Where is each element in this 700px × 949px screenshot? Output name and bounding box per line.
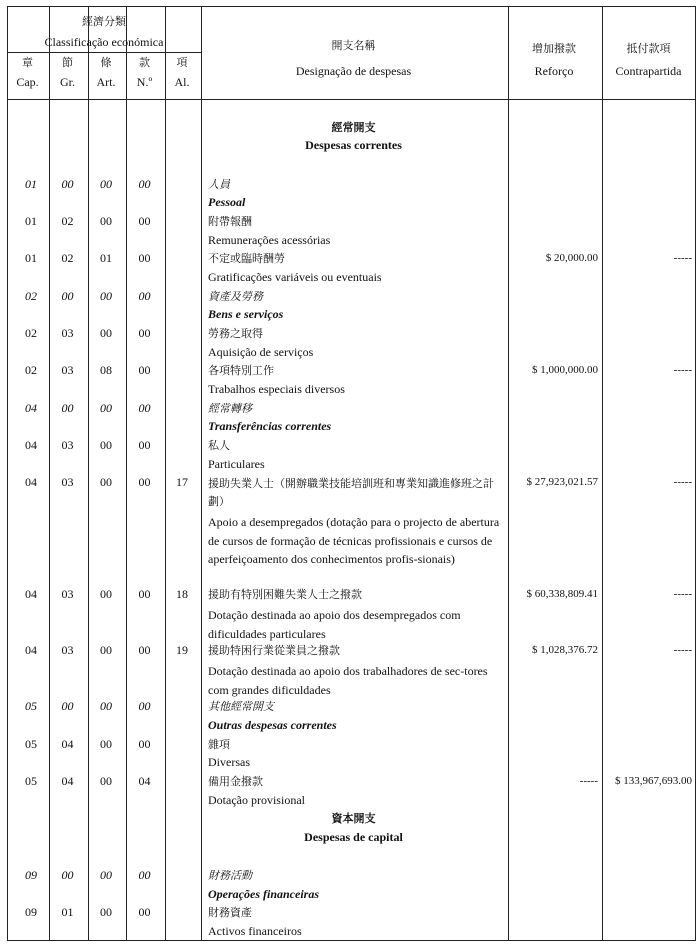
row-zh: 資產及勞務: [208, 290, 263, 303]
header-rule: [8, 99, 695, 100]
code-no: 00: [138, 326, 151, 340]
code-no: 00: [138, 251, 151, 265]
reforco-amount: -----: [579, 775, 598, 787]
code-no: 00: [138, 289, 151, 303]
code-gr: 01: [61, 905, 74, 919]
row-pt: Remunerações acessórias: [208, 233, 331, 247]
contrapartida-amount: -----: [673, 364, 692, 376]
code-art: 00: [100, 401, 112, 415]
row-zh: 援助失業人士（開辦職業技能培訓班和專業知識進修班之計劃）: [208, 477, 494, 508]
row-pt: Dotação destinada ao apoio dos trabalhadores de sec-tores com grandes dificuldades: [208, 664, 488, 697]
section-capital-pt: Despesas de capital: [304, 830, 403, 844]
code-art: 00: [100, 438, 112, 452]
reforco-amount: $ 60,338,809.41: [526, 588, 598, 600]
code-cap: 05: [25, 774, 37, 788]
code-art: 00: [100, 326, 112, 340]
reforco-amount: $ 1,028,376.72: [532, 644, 598, 656]
code-art: 00: [100, 475, 112, 489]
code-cap: 04: [25, 475, 37, 489]
contrapartida-pt: Contrapartida: [615, 64, 682, 78]
classification-pt: Classificação económica: [44, 35, 164, 49]
col-al-pt: Al.: [174, 75, 190, 89]
contrapartida-amount: -----: [673, 644, 692, 656]
contrapartida-zh: 抵付款項: [626, 42, 671, 55]
code-gr: 03: [61, 326, 74, 340]
contrapartida-amount: -----: [673, 252, 692, 264]
code-gr: 00: [61, 177, 74, 191]
col-rule: [508, 7, 509, 940]
code-gr: 00: [61, 289, 74, 303]
row-pt: Particulares: [208, 457, 265, 471]
code-gr: 00: [61, 401, 74, 415]
code-no: 00: [138, 643, 151, 657]
code-cap: 01: [25, 214, 37, 228]
code-no: 00: [138, 475, 151, 489]
reforco-pt: Reforço: [534, 64, 574, 78]
code-gr: 03: [61, 363, 74, 377]
code-art: 00: [100, 289, 112, 303]
code-cap: 01: [25, 251, 37, 265]
code-gr: 04: [61, 737, 74, 751]
code-no: 00: [138, 737, 151, 751]
code-art: 00: [100, 643, 112, 657]
code-art: 08: [100, 363, 112, 377]
row-zh: 人員: [208, 178, 230, 191]
col-cap-pt: Cap.: [16, 75, 39, 89]
row-zh: 援助特困行業從業員之撥款: [208, 644, 340, 657]
code-cap: 02: [25, 289, 37, 303]
row-zh: 經常轉移: [208, 402, 252, 415]
reforco-amount: $ 1,000,000.00: [532, 364, 598, 376]
row-pt: Gratificações variáveis ou eventuais: [208, 270, 382, 284]
col-rule: [126, 7, 127, 940]
code-cap: 04: [25, 643, 37, 657]
code-cap: 02: [25, 363, 37, 377]
code-art: 00: [100, 868, 112, 882]
code-cap: 09: [25, 868, 37, 882]
row-zh: 雜項: [208, 738, 230, 751]
code-art: 00: [100, 177, 112, 191]
code-art: 00: [100, 905, 112, 919]
code-cap: 05: [25, 699, 37, 713]
row-zh: 其他經常開支: [208, 700, 274, 713]
code-no: 00: [138, 214, 151, 228]
col-cap-zh: 章: [22, 56, 33, 69]
code-no: 00: [138, 401, 151, 415]
col-gr-zh: 節: [62, 56, 73, 69]
row-zh: 各項特別工作: [208, 364, 274, 377]
designation-pt: Designação de despesas: [295, 64, 412, 78]
row-pt: Transferências correntes: [208, 419, 332, 433]
row-zh: 私人: [208, 439, 230, 452]
code-no: 00: [138, 363, 151, 377]
reforco-amount: $ 20,000.00: [545, 252, 598, 264]
code-art: 00: [100, 774, 112, 788]
row-pt: Bens e serviços: [208, 307, 284, 321]
code-gr: 00: [61, 699, 74, 713]
row-zh: 備用金撥款: [208, 775, 263, 788]
section-current-pt: Despesas correntes: [305, 138, 402, 152]
col-al-zh: 項: [176, 56, 188, 69]
code-art: 00: [100, 587, 112, 601]
col-art-zh: 條: [100, 56, 112, 69]
code-no: 00: [138, 438, 151, 452]
code-art: 01: [100, 251, 112, 265]
code-cap: 04: [25, 438, 37, 452]
code-art: 00: [100, 699, 112, 713]
col-rule: [165, 7, 166, 940]
code-gr: 03: [61, 587, 74, 601]
code-gr: 02: [61, 214, 74, 228]
row-pt: Trabalhos especiais diversos: [208, 382, 345, 396]
code-no: 00: [138, 905, 151, 919]
row-pt: Dotação destinada ao apoio dos desempregados com dificuldades particulares: [208, 608, 461, 641]
row-zh: 財務資產: [208, 906, 252, 919]
header-subrule: [8, 52, 201, 53]
code-gr: 03: [61, 643, 74, 657]
col-gr-pt: Gr.: [60, 75, 75, 89]
row-zh: 援助有特別困難失業人士之撥款: [208, 588, 362, 601]
code-no: 00: [138, 868, 151, 882]
code-cap: 01: [25, 177, 37, 191]
code-gr: 00: [61, 868, 74, 882]
row-pt: Activos financeiros: [208, 924, 302, 938]
row-pt: Dotação provisional: [208, 793, 305, 807]
code-cap: 05: [25, 737, 37, 751]
code-gr: 02: [61, 251, 74, 265]
code-gr: 03: [61, 475, 74, 489]
code-gr: 04: [61, 774, 74, 788]
code-no: 00: [138, 587, 151, 601]
row-zh: 財務活動: [208, 869, 252, 882]
col-no-pt: N.º: [136, 75, 153, 89]
row-zh: 不定或臨時酬勞: [208, 252, 285, 265]
row-pt: Aquisição de serviços: [208, 345, 314, 359]
code-cap: 09: [25, 905, 37, 919]
contrapartida-amount: -----: [673, 588, 692, 600]
code-al: 19: [176, 643, 188, 657]
reforco-zh: 增加撥款: [532, 42, 576, 55]
code-art: 00: [100, 737, 112, 751]
col-rule: [602, 7, 603, 940]
code-cap: 04: [25, 401, 37, 415]
code-gr: 03: [61, 438, 74, 452]
row-pt: Pessoal: [208, 195, 246, 209]
code-cap: 02: [25, 326, 37, 340]
row-pt: Outras despesas correntes: [208, 718, 337, 732]
code-no: 00: [138, 177, 151, 191]
col-rule: [49, 7, 50, 940]
contrapartida-amount: $ 133,967,693.00: [615, 775, 692, 787]
classification-zh: 經濟分類: [82, 15, 126, 28]
reforco-amount: $ 27,923,021.57: [526, 476, 598, 488]
row-zh: 勞務之取得: [208, 327, 263, 340]
col-art-pt: Art.: [96, 75, 116, 89]
row-pt: Operações financeiras: [208, 887, 319, 901]
designation-zh: 開支名稱: [331, 39, 376, 52]
section-capital-zh: 資本開支: [331, 812, 376, 825]
row-pt: Diversas: [208, 755, 250, 769]
code-cap: 04: [25, 587, 37, 601]
code-no: 00: [138, 699, 151, 713]
col-rule: [88, 7, 89, 940]
contrapartida-amount: -----: [673, 476, 692, 488]
row-zh: 附帶報酬: [208, 215, 252, 228]
col-no-zh: 款: [139, 56, 150, 69]
code-art: 00: [100, 214, 112, 228]
row-pt: Apoio a desempregados (dotação para o projecto de abertura de cursos de formação de técnicas profissionais e cursos de aperfeiçoamento dos conhecimentos profis-sionais): [208, 515, 500, 566]
code-al: 18: [176, 587, 188, 601]
code-no: 04: [138, 774, 151, 788]
code-al: 17: [176, 475, 188, 489]
section-current-zh: 經常開支: [331, 121, 376, 134]
